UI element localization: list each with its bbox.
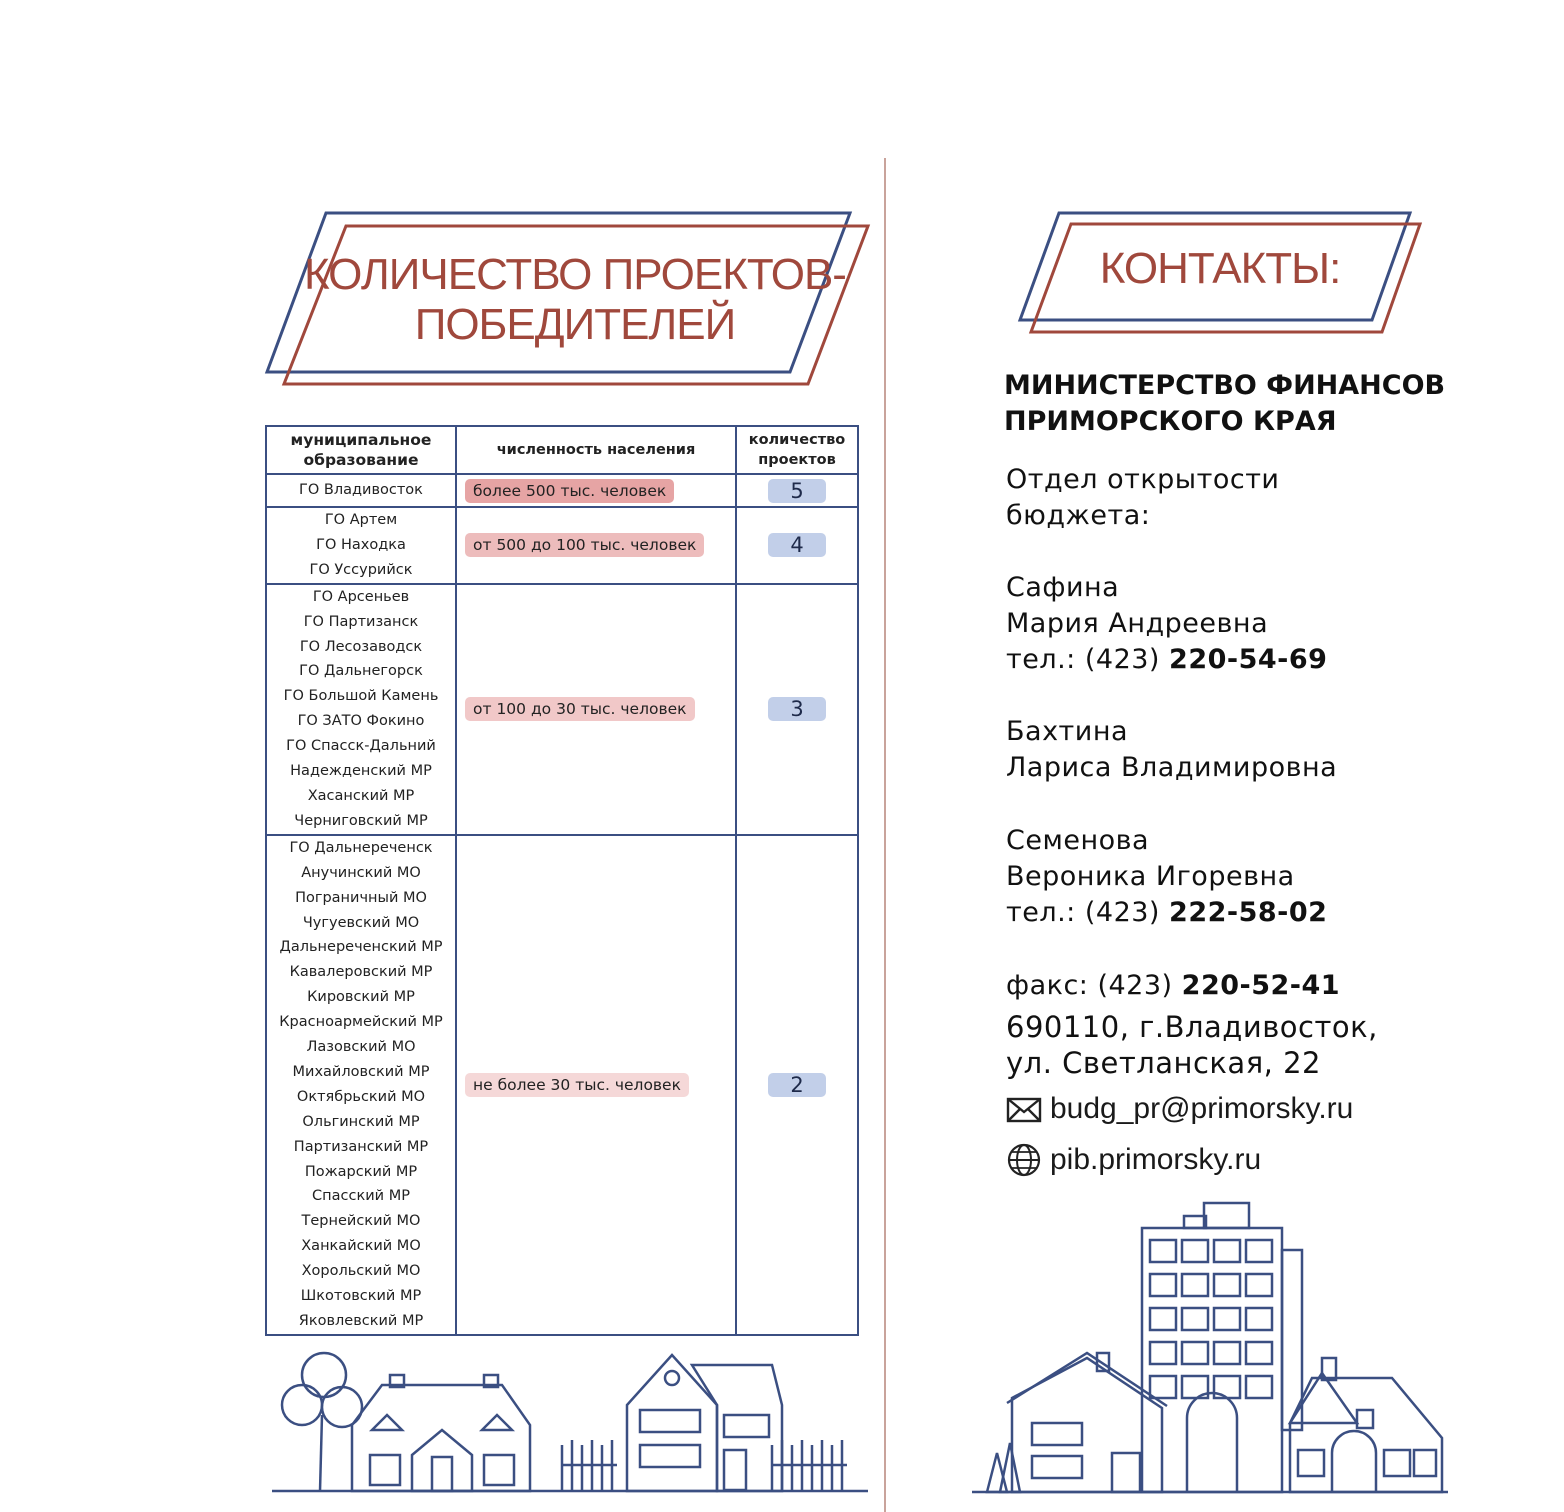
municipality-name: ГО Находка [316,536,406,553]
building-window [1214,1308,1240,1330]
contact1-phone-prefix: тел.: (423) [1006,644,1170,675]
fax-number: 220-52-41 [1181,970,1341,1001]
table-row [266,584,858,835]
municipality-name: ГО Уссурийск [309,561,413,578]
table-header-row [266,426,858,474]
municipality-name: Лазовский МО [306,1039,416,1056]
municipality-name: Партизанский МР [293,1138,429,1155]
population-badge: не более 30 тыс. человек [465,1073,689,1097]
building-window [1246,1376,1272,1398]
municipality-name: Надежденский МР [290,763,432,780]
population-cell [456,584,736,835]
municipality-name: ГО Партизанск [303,613,419,630]
building-window [1214,1342,1240,1364]
municipality-name: Дальнереченский МР [279,939,443,956]
envelope-icon [1006,1094,1042,1124]
municipality-name: ГО Арсеньев [312,588,410,605]
municipality-name: Ханкайский МО [301,1238,421,1255]
project-count-badge: 5 [768,479,826,503]
column-divider [884,158,886,1512]
contact1-phone-line [1006,644,1327,675]
left-title-line2: ПОБЕДИТЕЛЕЙ [414,300,736,349]
municipality-name: Тернейский МО [301,1213,421,1230]
municipality-cell [266,835,456,1335]
department-line1: Отдел открытости [1006,464,1280,495]
population-cell [456,507,736,584]
header-population: численность населения [456,426,736,474]
population-cell [456,835,736,1335]
globe-icon [1006,1142,1042,1178]
municipality-cell [266,507,456,584]
count-cell [736,474,858,507]
municipality-name: Ольгинский МР [302,1113,420,1130]
population-badge: от 100 до 30 тыс. человек [465,697,695,721]
municipality-name: ГО Дальнереченск [289,839,433,856]
population-badge: от 500 до 100 тыс. человек [465,533,704,557]
municipality-name: ГО Владивосток [299,482,423,499]
municipality-name: Хасанский МР [307,787,415,804]
buildings-illustration-right [972,1198,1452,1498]
project-count-badge: 2 [768,1073,826,1097]
building-window [1150,1240,1176,1262]
header-count: количество проектов [736,426,858,474]
contact3-phone-line [1006,897,1327,928]
municipality-name: Яковлевский МР [298,1313,424,1329]
email-link[interactable]: budg_pr@primorsky.ru [1050,1092,1354,1125]
building-window [1246,1240,1272,1262]
building-window [1150,1274,1176,1296]
ministry-line2: ПРИМОРСКОГО КРАЯ [1004,406,1337,437]
website-link[interactable]: pib.primorsky.ru [1050,1143,1262,1176]
project-count-badge: 4 [768,533,826,557]
building-window [1182,1240,1208,1262]
projects-table [265,425,859,1336]
address-line2: ул. Светланская, 22 [1006,1046,1321,1080]
contact1-phone[interactable]: 220-54-69 [1169,644,1328,675]
table-row [266,835,858,1335]
left-title-line1: КОЛИЧЕСТВО ПРОЕКТОВ- [304,250,846,299]
count-cell [736,835,858,1335]
municipality-name: Пограничный МО [295,889,427,906]
contact3-phone[interactable]: 222-58-02 [1169,897,1328,928]
municipality-name: Шкотовский МР [300,1288,422,1305]
building-window [1246,1308,1272,1330]
municipality-name: ГО Артем [324,512,398,528]
municipality-name: Черниговский МР [294,812,428,829]
houses-illustration-left [272,1345,872,1497]
building-window [1182,1274,1208,1296]
count-cell [736,507,858,584]
contact1-name: Мария Андреевна [1006,608,1269,639]
municipality-name: Октябрьский МО [296,1088,426,1105]
building-window [1182,1342,1208,1364]
municipality-name: ГО ЗАТО Фокино [297,713,425,730]
ministry-name [1004,368,1445,440]
municipality-name: Спасский МР [312,1188,410,1205]
table-body [266,474,858,1335]
municipality-name: Красноармейский МР [279,1014,443,1031]
contact2-name: Лариса Владимировна [1006,752,1338,783]
municipality-name: ГО Спасск-Дальний [286,738,436,755]
contact3-phone-prefix: тел.: (423) [1006,897,1170,928]
building-window [1214,1240,1240,1262]
municipality-cell [266,584,456,835]
municipality-name: Кавалеровский МР [289,964,433,981]
municipality-name: Хорольский МО [301,1263,421,1280]
contact1-surname: Сафина [1006,572,1120,603]
municipality-name: ГО Лесозаводск [299,638,423,655]
building-window [1246,1274,1272,1296]
contact3-name: Вероника Игоревна [1006,861,1295,892]
building-window [1246,1342,1272,1364]
count-cell [736,584,858,835]
fax-prefix: факс: (423) [1006,970,1182,1001]
building-window [1150,1342,1176,1364]
building-window [1150,1308,1176,1330]
left-title [300,250,850,350]
project-count-badge: 3 [768,697,826,721]
municipality-name: Кировский МР [307,989,415,1006]
email-row [1006,1092,1353,1126]
population-badge: более 500 тыс. человек [465,479,674,503]
municipality-cell [266,474,456,507]
municipality-name: Пожарский МР [304,1163,418,1180]
right-title: КОНТАКТЫ: [1099,244,1341,293]
building-window [1214,1274,1240,1296]
fax-line [1006,970,1340,1001]
municipality-name: ГО Большой Камень [283,688,439,705]
municipality-name: Чугуевский МО [302,914,420,931]
header-municipality: муниципальное образование [266,426,456,474]
building-window [1150,1376,1176,1398]
contact2-surname: Бахтина [1006,716,1129,747]
municipality-name: ГО Дальнегорск [299,663,423,680]
department-line2: бюджета: [1006,500,1151,531]
address-line1: 690110, г.Владивосток, [1006,1010,1378,1044]
population-cell [456,474,736,507]
website-row [1006,1142,1261,1178]
table-row [266,507,858,584]
contact3-surname: Семенова [1006,825,1150,856]
ministry-line1: МИНИСТЕРСТВО ФИНАНСОВ [1004,370,1446,401]
building-window [1182,1308,1208,1330]
municipality-name: Анучинский МО [301,864,421,881]
municipality-name: Михайловский МР [292,1063,430,1080]
table-row [266,474,858,507]
